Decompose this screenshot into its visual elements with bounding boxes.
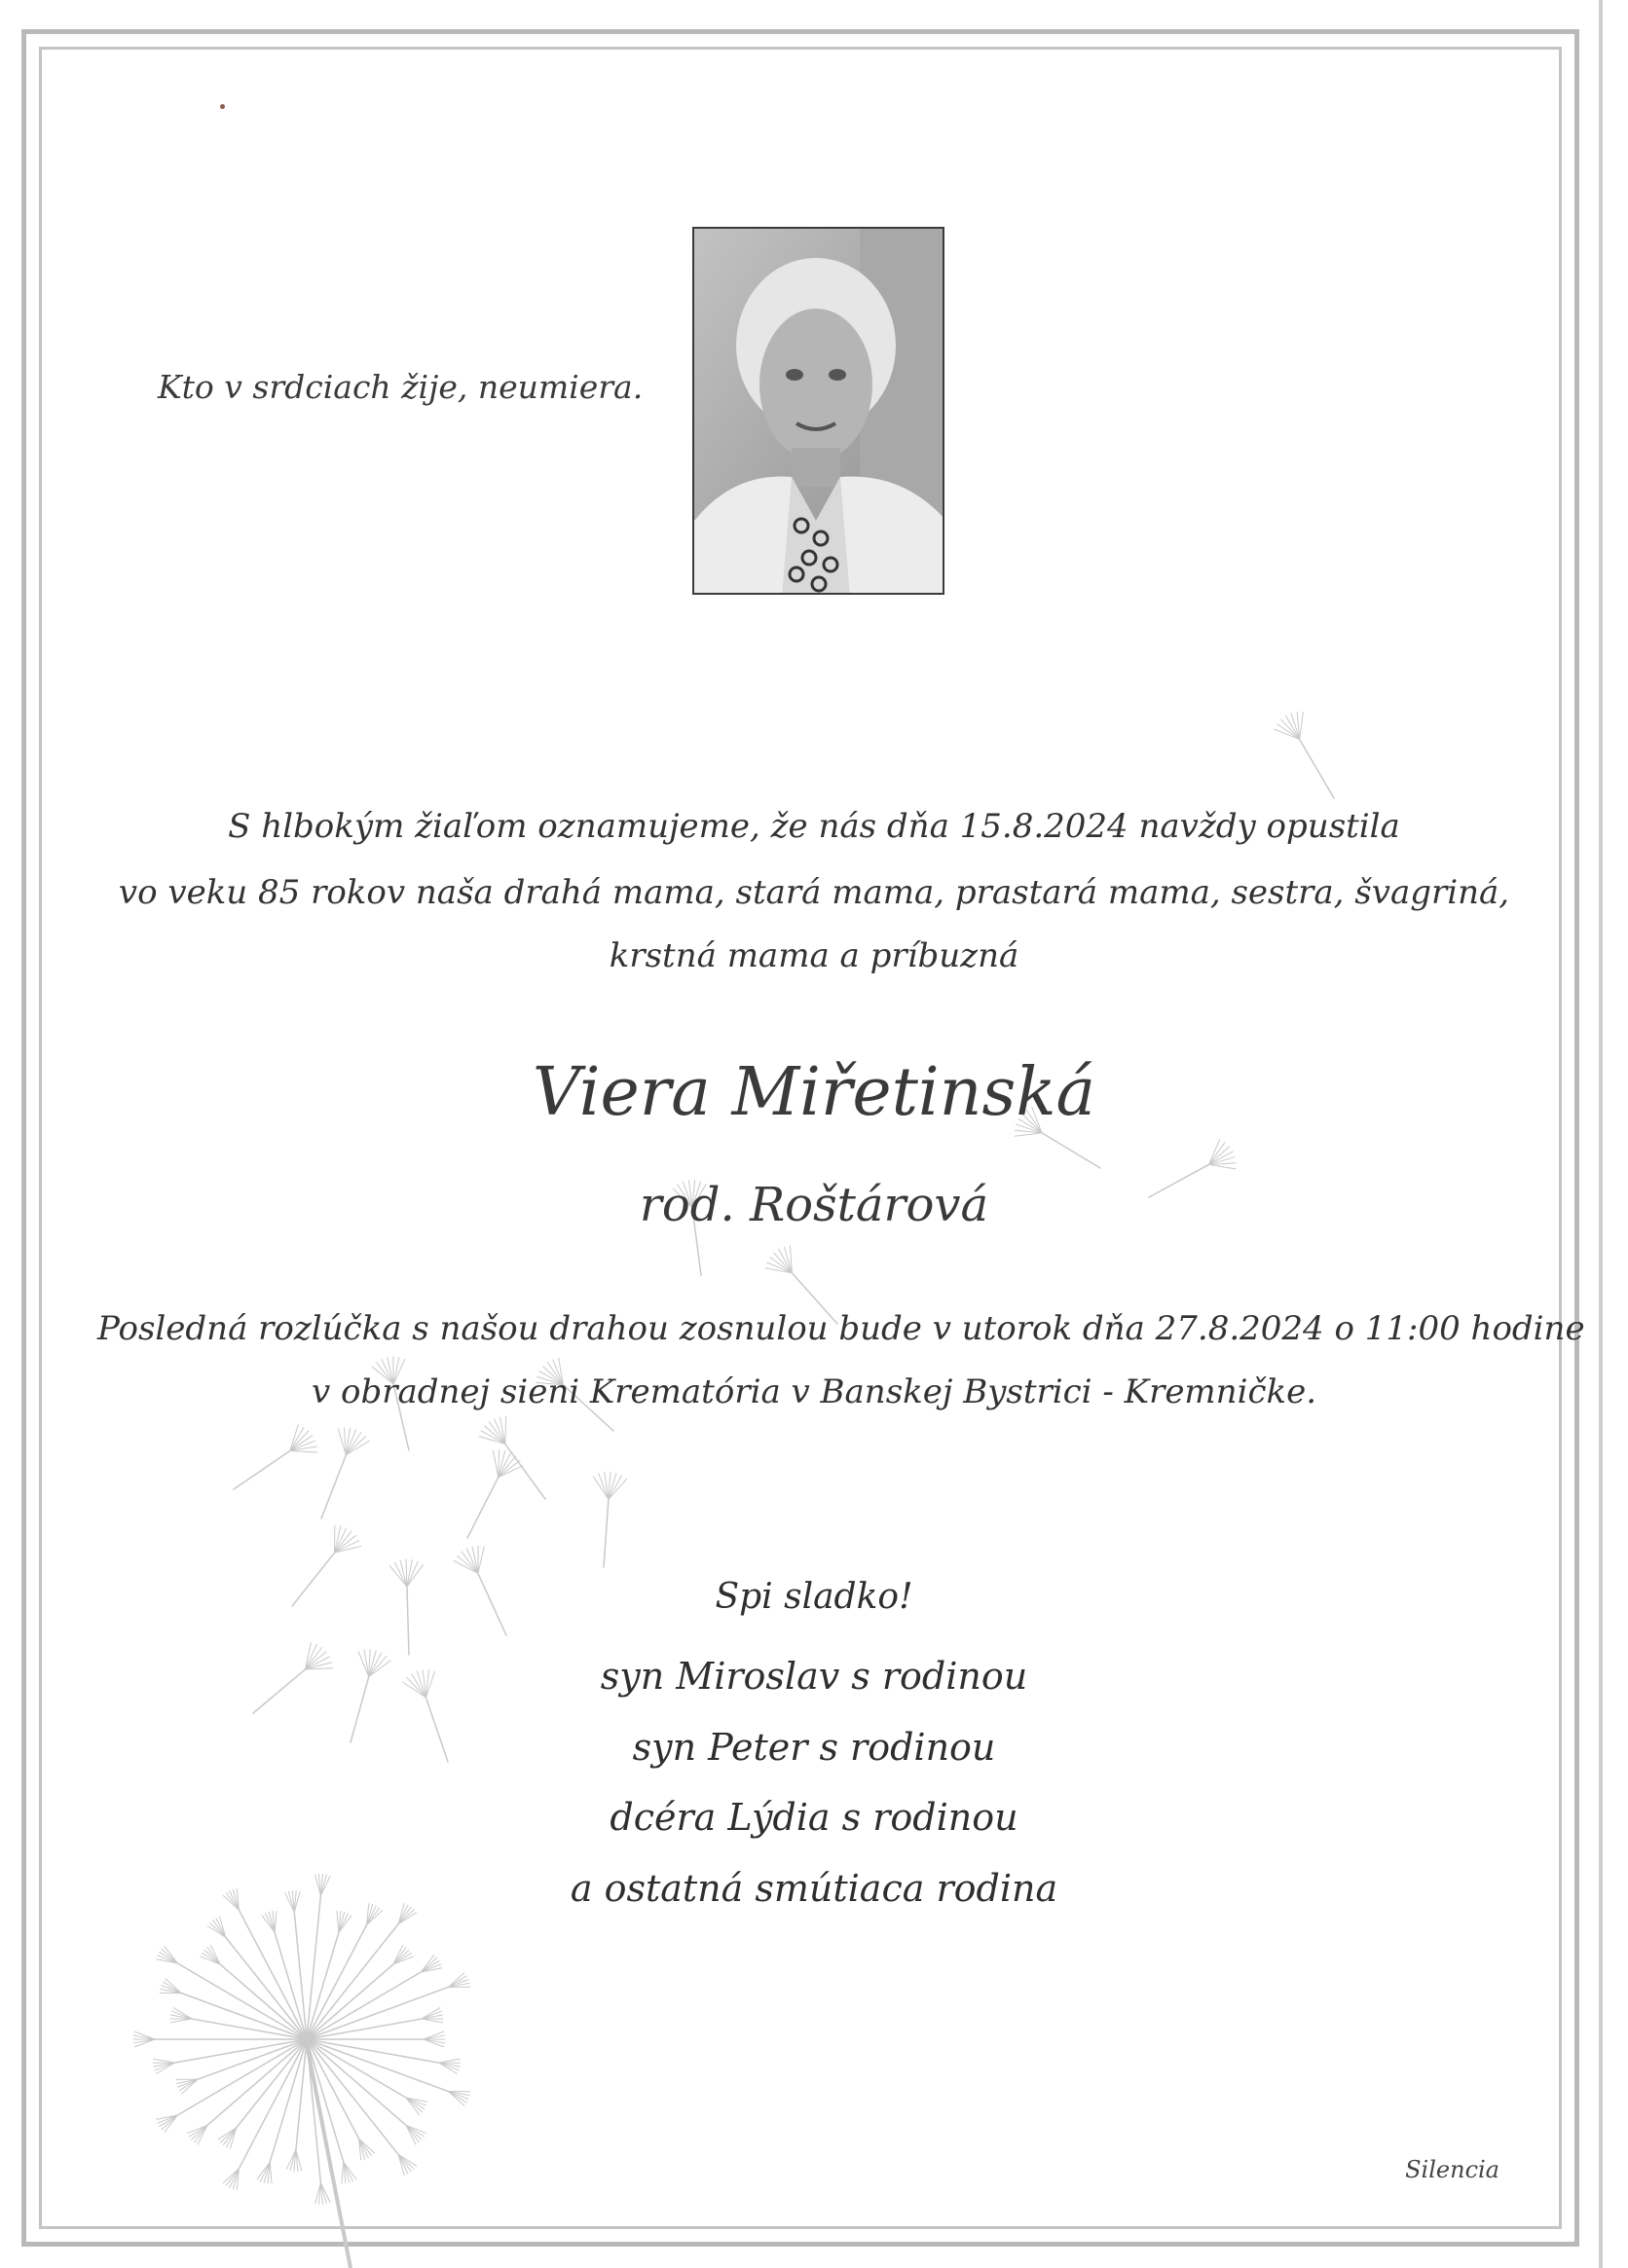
funeral-line-2: v obradnej sieni Krematória v Banskej Bystrici - Kremničke.: [311, 1372, 1317, 1411]
mourner-line: a ostatná smútiaca rodina: [570, 1867, 1058, 1910]
announcement-line-1: S hlbokým žiaľom oznamujeme, že nás dňa 15.8.2024 navždy opustila: [228, 807, 1400, 846]
motto-quote: Kto v srdciach žije, neumiera.: [158, 368, 644, 406]
portrait-photo: [692, 227, 944, 595]
maiden-name: rod. Roštárová: [639, 1178, 989, 1232]
funeral-line-1: Posledná rozlúčka s našou drahou zosnulou bude v utorok dňa 27.8.2024 o 11:00 hodine: [97, 1309, 1585, 1348]
mourner-line: syn Peter s rodinou: [632, 1726, 996, 1769]
announcement-line-3: krstná mama a príbuzná: [609, 936, 1019, 975]
announcement-line-2: vo veku 85 rokov naša drahá mama, stará mama, prastará mama, sestra, švagriná,: [118, 873, 1510, 912]
seed-head-rays: [133, 1875, 469, 2205]
closing-phrase: Spi sladko!: [715, 1577, 913, 1617]
mourner-line: dcéra Lýdia s rodinou: [610, 1796, 1018, 1839]
mourner-line: syn Miroslav s rodinou: [600, 1655, 1028, 1698]
deceased-name: Viera Miřetinská: [532, 1054, 1096, 1131]
brand-signature: Silencia: [1405, 2156, 1499, 2183]
